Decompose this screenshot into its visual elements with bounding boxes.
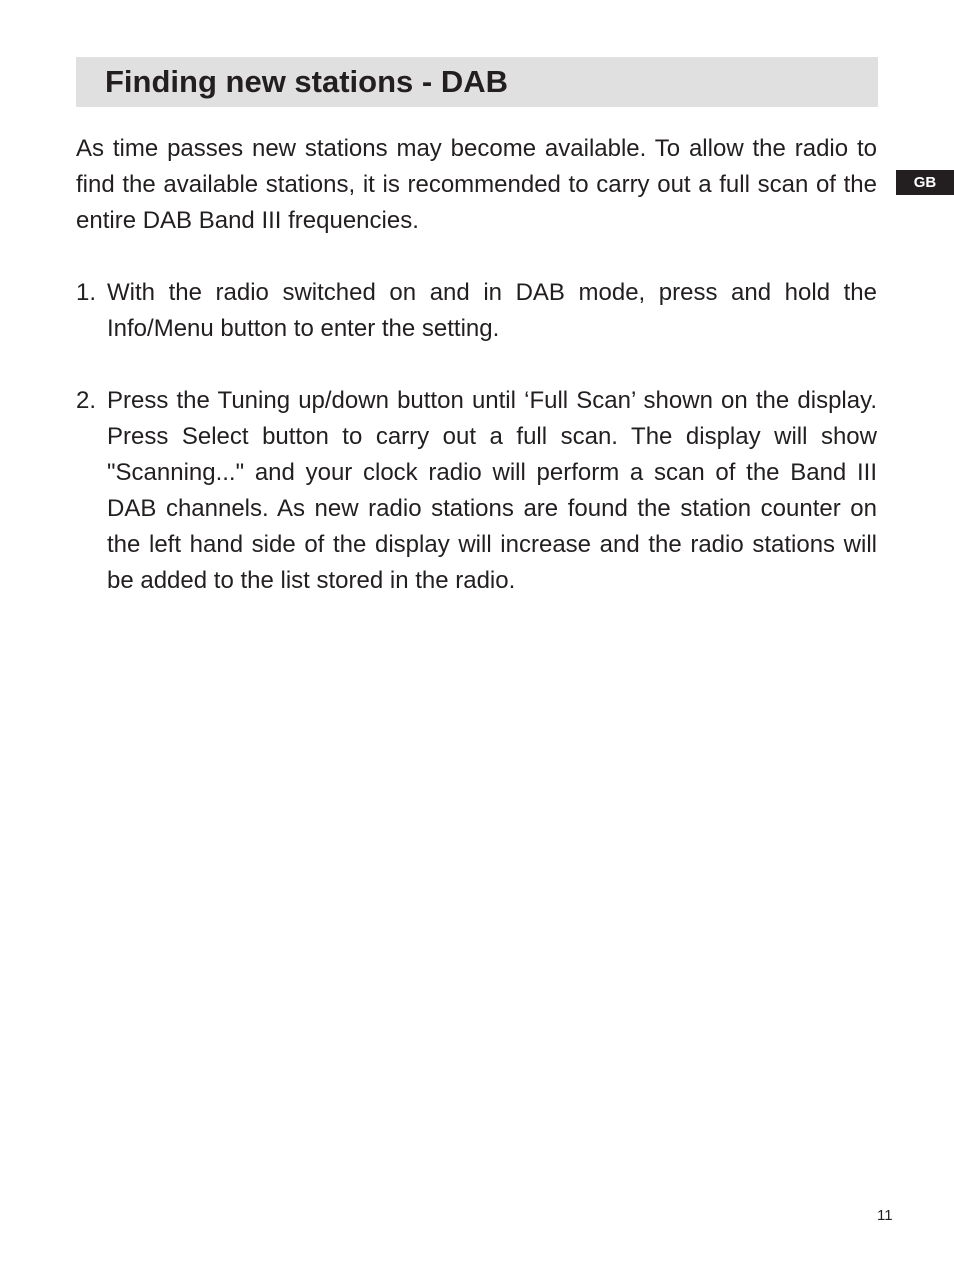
language-tab: GB <box>896 170 954 195</box>
intro-paragraph: As time passes new stations may become available. To allow the radio to find the available stations, it is recommended to carry out a full scan of the entire DAB Band III frequencies. <box>76 135 877 234</box>
step-item-1 <box>76 275 877 347</box>
step-text: Press the Tuning up/down button until ‘Full Scan’ shown on the display. Press Select button to carry out a full scan. The display will show "Scanning..." and your clock radio will perform a scan of the Band III DAB channels. As new radio stations are found the station counter on the left hand side of the display will increase and the radio stations will be added to the list stored in the radio. <box>107 387 877 594</box>
page-title: Finding new stations - DAB <box>105 64 508 99</box>
page-number: 11 <box>877 1207 893 1224</box>
instruction-steps <box>76 275 877 599</box>
section-title-bar <box>76 57 878 107</box>
step-number: 2. <box>76 387 97 414</box>
step-text: With the radio switched on and in DAB mode, press and hold the Info/Menu button to enter the setting. <box>107 279 877 342</box>
step-number: 1. <box>76 279 97 306</box>
step-item-2 <box>76 383 877 599</box>
